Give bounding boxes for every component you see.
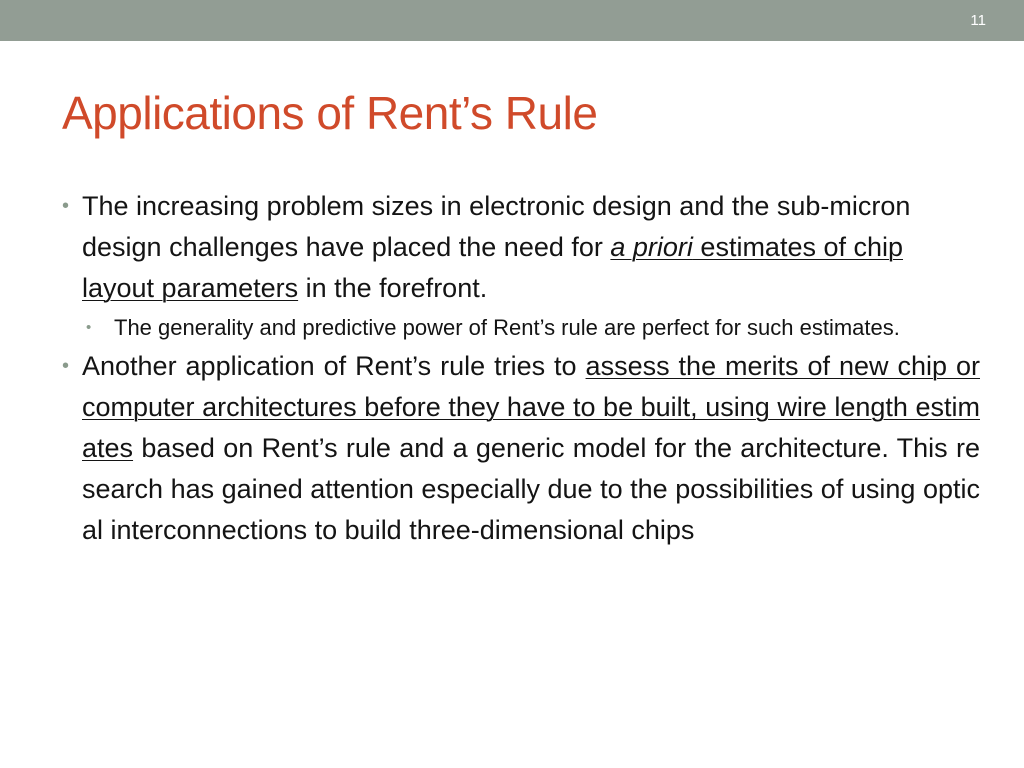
sub-bullet-dot-icon: •: [86, 319, 92, 336]
bullet-2-text-part-3: based on Rent’s rule and a generic model for the architecture. This research has gained attention especially due to the possibilities of using optical interconnections to build three-dimensional chips: [82, 433, 980, 545]
slide-number: 11: [970, 12, 986, 29]
slide-body: [60, 186, 980, 551]
top-accent-bar: [0, 0, 1024, 41]
bullet-2-text-part-1: Another application of Rent’s rule tries to: [82, 351, 586, 381]
sub-bullet-1-text: The generality and predictive power of Rent’s rule are perfect for such estimates.: [114, 315, 900, 340]
bullet-2-underlined-phrase: assess the merits of new chip or computer architectures before they have to be built, using wire length estimates: [82, 351, 980, 463]
sub-bullet-item-1: [86, 311, 980, 344]
bullet-1-emphasis-a-priori: a priori: [610, 232, 693, 262]
bullet-item-2: [60, 346, 980, 551]
bullet-1-underlined-estimates: estimates of chip layout parameters: [82, 232, 904, 303]
bullet-1-text-part-1: The increasing problem sizes in electronic design and the sub-micron design challenges have placed the need for: [82, 191, 911, 262]
slide-title: Applications of Rent’s Rule: [62, 87, 598, 139]
bullet-dot-icon: •: [62, 355, 70, 377]
bullet-1-text-part-4: in the forefront.: [298, 273, 488, 303]
bullet-dot-icon: •: [62, 195, 70, 217]
bullet-item-1: [60, 186, 980, 309]
